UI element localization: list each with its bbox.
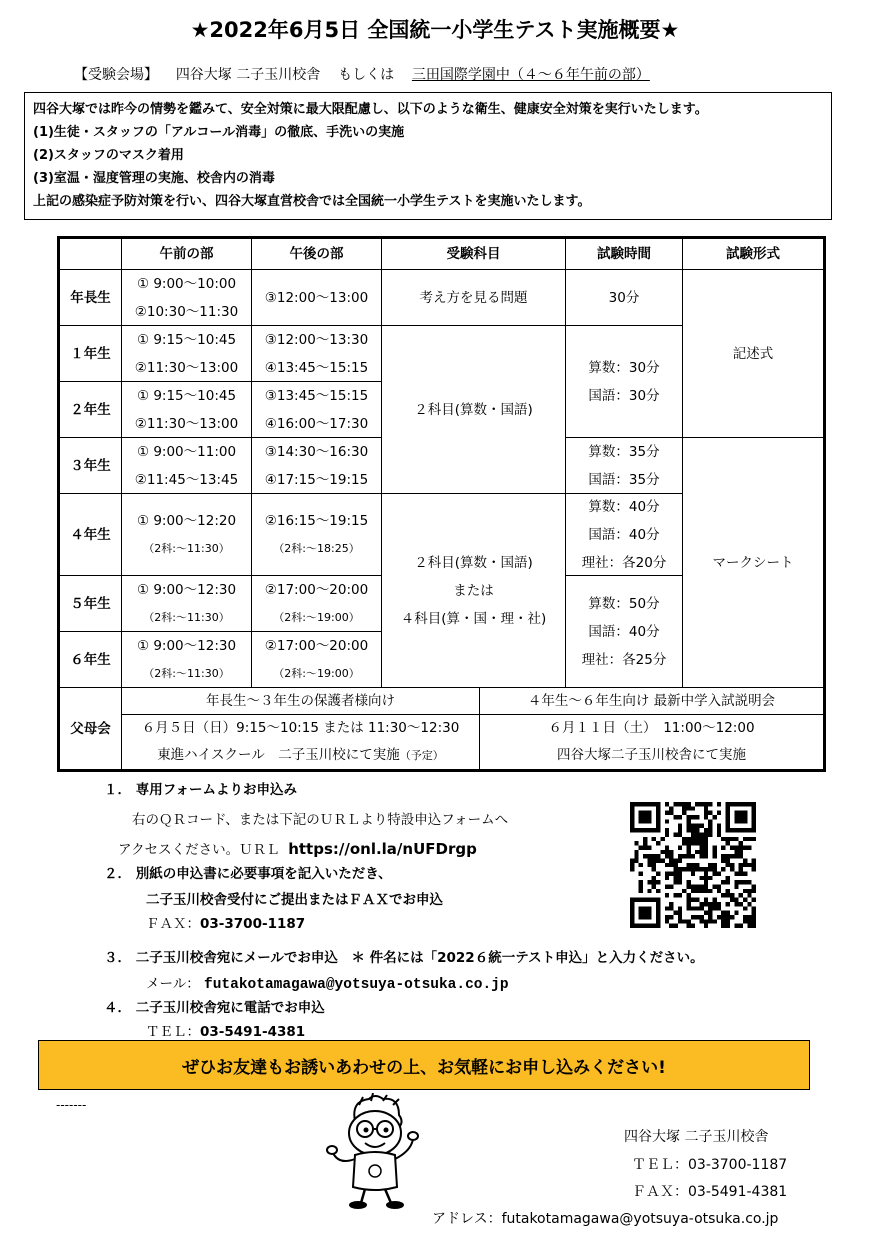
venue-label: 【受験会場】	[74, 67, 158, 83]
schedule-table	[57, 236, 826, 772]
am-times	[122, 576, 252, 632]
duration-cell	[566, 326, 683, 438]
page-title: ★2022年6月5日 全国統一小学生テスト実施概要★	[190, 18, 680, 42]
parents-left-place: 東進ハイスクール 二子玉川校にて実施	[157, 747, 400, 763]
header-subjects: 受験科目	[382, 239, 566, 270]
pm-times	[252, 326, 382, 382]
header-am: 午前の部	[122, 239, 252, 270]
pm-times	[252, 270, 382, 326]
footer-email[interactable]: アドレス：futakotamagawa@yotsuya-otsuka.co.jp	[432, 1211, 779, 1227]
dash-marks: -------	[56, 1098, 87, 1112]
method-2-title: ２． 別紙の申込書に必要事項を記入いただき、	[104, 866, 392, 882]
parents-left-detail	[122, 715, 480, 769]
mascot-character-icon	[325, 1093, 425, 1211]
time-slot: ③12:00～13:30	[264, 331, 369, 348]
grade-label: ６年生	[60, 632, 122, 688]
parents-right-detail	[480, 715, 823, 769]
venue-site-2: 三田国際学園中（４～６年午前の部）	[411, 67, 650, 83]
grade-label: １年生	[60, 326, 122, 382]
time-note: （2科:～18:25）	[273, 541, 360, 555]
pm-times	[252, 438, 382, 494]
header-duration: 試験時間	[566, 239, 683, 270]
pm-times	[252, 632, 382, 688]
duration-line: 算数：40分	[588, 498, 660, 515]
subjects-line: ４科目(算・国・理・社)	[400, 610, 547, 627]
parents-right-title: ４年生～６年生向け 最新中学入試説明会	[480, 688, 823, 715]
duration-cell	[566, 494, 683, 576]
method-4-tel-line	[146, 1020, 305, 1040]
venue-site-1: 四谷大塚 二子玉川校舎	[175, 67, 321, 83]
safety-notice-box	[24, 92, 832, 220]
duration-line: 算数：30分	[588, 359, 660, 376]
am-times	[122, 326, 252, 382]
grade-label: 年長生	[60, 270, 122, 326]
time-slot: ① 9:00～11:00	[136, 443, 237, 460]
time-note: （2科:～11:30）	[143, 541, 230, 555]
am-times	[122, 270, 252, 326]
time-slot: ① 9:00～12:30	[136, 581, 237, 598]
qr-code-icon[interactable]	[630, 802, 756, 928]
am-times	[122, 632, 252, 688]
email-link[interactable]: futakotamagawa@yotsuya-otsuka.co.jp	[204, 977, 509, 993]
method-1-title: １． 専用フォームよりお申込み	[104, 782, 298, 798]
duration-line: 国語：40分	[588, 526, 660, 543]
duration-line: 国語：35分	[588, 471, 660, 488]
duration-line: 国語：30分	[588, 387, 660, 404]
time-slot: ① 9:00～12:20	[136, 512, 237, 529]
tel-label: ＴＥＬ：	[146, 1024, 200, 1040]
method-4-title: ４． 二子玉川校舎宛に電話でお申込	[104, 1000, 325, 1016]
duration-line: 理社：各20分	[581, 554, 667, 571]
venue-or: もしくは	[338, 67, 395, 83]
am-times	[122, 382, 252, 438]
header-corner	[60, 239, 122, 270]
notice-line: 上記の感染症予防対策を行い、四谷大塚直営校舎では全国統一小学生テストを実施いたします。	[33, 194, 591, 209]
time-slot: ②16:15～19:15	[264, 512, 369, 529]
notice-line: (1)生徒・スタッフの「アルコール消毒」の徹底、手洗いの実施	[33, 125, 405, 140]
subjects-cell	[382, 494, 566, 688]
fax-number: 03-3700-1187	[200, 916, 306, 932]
subjects-cell: 考え方を見る問題	[382, 270, 566, 326]
pm-times	[252, 382, 382, 438]
method-1-url-label: アクセスください。ＵＲＬ	[118, 842, 280, 858]
parents-left-title: 年長生～３年生の保護者様向け	[122, 688, 480, 715]
time-slot: ②17:00～20:00	[264, 581, 369, 598]
duration-line: 算数：50分	[588, 595, 660, 612]
method-3-mail-line	[146, 972, 509, 993]
time-slot: ① 9:00～12:30	[136, 637, 237, 654]
pm-times	[252, 576, 382, 632]
time-slot: ④17:15～19:15	[264, 471, 369, 488]
duration-cell	[566, 438, 683, 494]
invitation-banner: ぜひお友達もお誘いあわせの上、お気軽にお申し込みください!	[38, 1040, 810, 1090]
time-note: （2科:～11:30）	[143, 610, 230, 624]
time-slot: ②10:30～11:30	[134, 303, 239, 320]
time-note: （2科:～19:00）	[273, 666, 360, 680]
notice-line: 四谷大塚では昨今の情勢を鑑みて、安全対策に最大限配慮し、以下のような衛生、健康安全対策を実行いたします。	[33, 102, 708, 117]
header-format: 試験形式	[683, 239, 823, 270]
subjects-line: または	[453, 582, 494, 599]
time-note: （2科:～11:30）	[143, 666, 230, 680]
time-slot: ① 9:15～10:45	[136, 387, 237, 404]
notice-line: (3)室温・湿度管理の実施、校舎内の消毒	[33, 171, 275, 186]
parents-left-date: ６月５日（日）9:15～10:15 または 11:30～12:30	[141, 720, 460, 736]
time-slot: ②17:00～20:00	[264, 637, 369, 654]
method-2-text: 二子玉川校舎受付にご提出またはＦＡＸでお申込	[146, 892, 443, 908]
venue-line	[74, 64, 650, 84]
grade-label: ３年生	[60, 438, 122, 494]
time-slot: ③12:00～13:00	[264, 289, 369, 306]
grade-label: ２年生	[60, 382, 122, 438]
pm-times	[252, 494, 382, 576]
am-times	[122, 438, 252, 494]
grade-label: ５年生	[60, 576, 122, 632]
method-1-text: 右のＱＲコード、または下記のＵＲＬより特設申込フォームへ	[132, 812, 509, 828]
time-slot: ③13:45～15:15	[264, 387, 369, 404]
duration-cell	[566, 576, 683, 688]
application-url-link[interactable]: https://onl.la/nUFDrgp	[288, 840, 477, 858]
time-slot: ②11:30～13:00	[134, 415, 239, 432]
time-slot: ① 9:15～10:45	[136, 331, 237, 348]
time-slot: ① 9:00～10:00	[136, 275, 237, 292]
parents-meeting-label: 父母会	[60, 688, 122, 769]
time-slot: ②11:45～13:45	[134, 471, 239, 488]
parents-right-date: ６月１１日（土） 11:00～12:00	[548, 720, 755, 736]
subjects-cell: ２科目(算数・国語)	[382, 326, 566, 494]
header-pm: 午後の部	[252, 239, 382, 270]
duration-line: 算数：35分	[588, 443, 660, 460]
duration-cell: 30分	[566, 270, 683, 326]
subjects-line: ２科目(算数・国語)	[414, 554, 533, 571]
duration-line: 国語：40分	[588, 623, 660, 640]
footer-school: 四谷大塚 二子玉川校舎	[624, 1129, 769, 1145]
tel-number: 03-5491-4381	[200, 1024, 306, 1040]
method-2-fax-line	[146, 912, 305, 932]
footer-tel: ＴＥＬ：03-3700-1187	[632, 1157, 788, 1173]
parents-right-place: 四谷大塚二子玉川校舎にて実施	[557, 747, 746, 763]
duration-line: 理社：各25分	[581, 651, 667, 668]
time-slot: ④13:45～15:15	[264, 359, 369, 376]
notice-line: (2)スタッフのマスク着用	[33, 148, 184, 163]
time-slot: ④16:00～17:30	[264, 415, 369, 432]
am-times	[122, 494, 252, 576]
method-3-title: ３． 二子玉川校舎宛にメールでお申込 ＊ 件名には「2022６統一テスト申込」と入力ください。	[104, 950, 704, 966]
footer-fax: ＦＡＸ：03-5491-4381	[632, 1184, 788, 1200]
mail-label: メール：	[146, 976, 200, 992]
format-cell: 記述式	[683, 270, 823, 438]
time-slot: ②11:30～13:00	[134, 359, 239, 376]
grade-label: ４年生	[60, 494, 122, 576]
method-1-url-line	[118, 838, 477, 858]
time-slot: ③14:30～16:30	[264, 443, 369, 460]
time-note: （2科:～19:00）	[273, 610, 360, 624]
parents-left-note: （予定）	[399, 749, 444, 762]
fax-label: ＦＡＸ：	[146, 916, 200, 932]
format-cell: マークシート	[683, 438, 823, 688]
